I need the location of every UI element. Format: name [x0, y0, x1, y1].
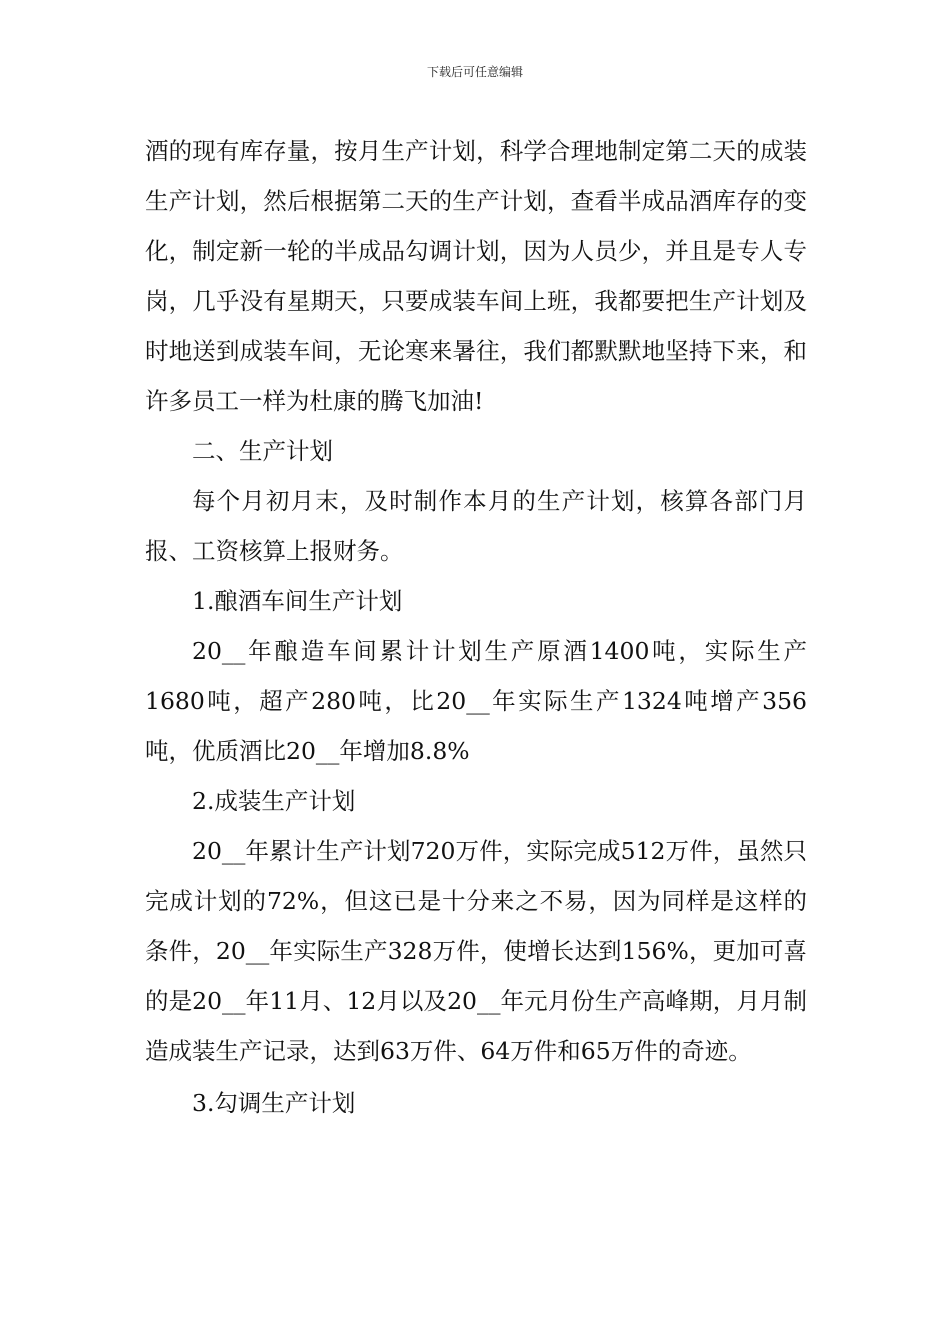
- paragraph-inventory: 酒的现有库存量，按月生产计划，科学合理地制定第二天的成装生产计划，然后根据第二天的生产计划，查看半成品酒库存的变化，制定新一轮的半成品勾调计划，因为人员少，并且是专人专岗，几乎没有星期天，只要成装车间上班，我都要把生产计划及时地送到成装车间，无论寒来暑往，我们都默默地坚持下来，和许多员工一样为杜康的腾飞加油!: [145, 137, 807, 415]
- subheading-packaging-plan: 2.成装生产计划: [192, 787, 356, 815]
- section-heading-production-plan: 二、生产计划: [192, 437, 333, 465]
- document-body: [145, 126, 807, 1128]
- subheading-brewing-plan: 1.酿酒车间生产计划: [192, 587, 403, 615]
- paragraph-packaging-plan: 20__年累计生产计划720万件，实际完成512万件，虽然只完成计划的72%，但这已是十分来之不易，因为同样是这样的条件，20__年实际生产328万件，使增长达到156%，更加可喜的是20__年11月、12月以及20__年元月份生产高峰期，月月制造成装生产记录，达到63万件、64万件和65万件的奇迹。: [145, 837, 807, 1065]
- subheading-blending-plan: 3.勾调生产计划: [192, 1089, 356, 1117]
- paragraph-brewing-plan: 20__年酿造车间累计计划生产原酒1400吨，实际生产1680吨，超产280吨，比20__年实际生产1324吨增产356吨，优质酒比20__年增加8.8%: [145, 637, 807, 765]
- paragraph-monthly-plan: 每个月初月末，及时制作本月的生产计划，核算各部门月报、工资核算上报财务。: [145, 487, 807, 565]
- page-header: 下载后可任意编辑: [426, 65, 523, 79]
